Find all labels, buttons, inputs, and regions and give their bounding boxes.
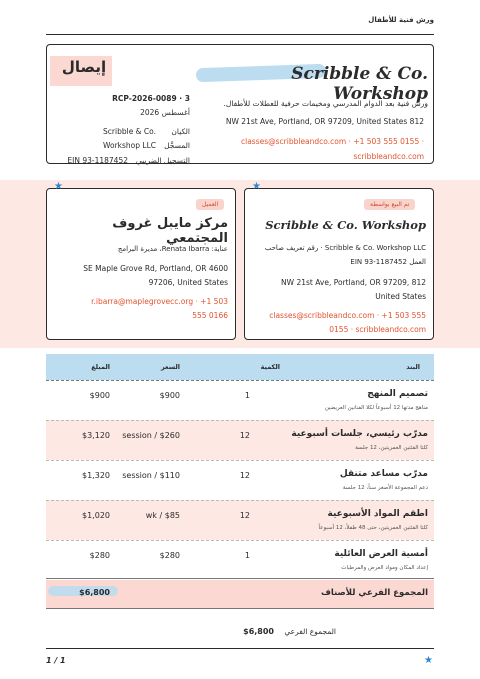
entity-label: الكيان	[171, 127, 190, 136]
item-title: اطقم المواد الأسبوعية	[327, 509, 428, 519]
seller-id-1: Scribble & Co. Workshop LLC · رقم تعريف صاحب	[264, 244, 426, 252]
col-item-header: البند	[406, 363, 420, 371]
item-qty: 1	[244, 551, 250, 560]
seller-tag: تم البيع بواسطة	[364, 199, 415, 210]
row-stripe	[46, 420, 434, 460]
brand-small-label: ورش فنية للأطفال	[368, 16, 434, 24]
item-amount: $3,120	[82, 431, 110, 440]
subtotal-divider	[46, 608, 434, 609]
company-contact-1[interactable]: classes@scribbleandco.com · +1 503 555 0155 ·	[241, 137, 424, 146]
seller-address-2: United States	[375, 292, 426, 301]
item-price: $900	[159, 391, 180, 400]
entity-value: Scribble & Co.	[103, 127, 156, 136]
item-price: session / $260	[122, 431, 180, 440]
col-amount-header: المبلغ	[91, 363, 110, 371]
seller-name: Scribble & Co. Workshop	[265, 218, 426, 232]
tax-value: EIN 93-1187452	[67, 156, 128, 165]
receipt-number: RCP-2026-0089 · 3	[112, 94, 190, 103]
company-name: Scribble & Co. Workshop	[291, 64, 428, 104]
item-price: wk / $85	[145, 511, 180, 520]
item-price: $280	[159, 551, 180, 560]
row-divider	[46, 500, 434, 501]
item-qty: 1	[244, 391, 250, 400]
company-tagline: ورش فنية بعد الدوام المدرسي ومخيمات حرفية للعطلات للأطفال.	[223, 99, 428, 108]
client-tag: العميل	[196, 199, 224, 210]
row-divider	[46, 420, 434, 421]
item-amount: $280	[89, 551, 110, 560]
star-icon: ★	[252, 181, 261, 192]
client-contact-1[interactable]: r.ibarra@maplegrovecc.org · +1 503	[91, 297, 228, 306]
item-title: أمسية العرض العائلية	[334, 549, 428, 559]
client-contact-2[interactable]: 555 0166	[192, 311, 228, 320]
star-icon: ★	[54, 181, 63, 192]
item-desc: كلتا الفئتين العمريتين، حتى 48 طفلاً، 12 أسبوعاً	[318, 525, 428, 531]
item-desc: دعم المجموعة الأصغر سناً، 12 جلسة	[342, 485, 428, 491]
item-price: session / $110	[122, 471, 180, 480]
summary-value: $6,800	[243, 627, 274, 636]
row-divider	[46, 540, 434, 541]
client-address-2: 97206, United States	[148, 278, 228, 287]
company-address: NW 21st Ave, Portland, OR 97209, United States 812	[225, 117, 424, 126]
seller-contact-1[interactable]: classes@scribbleandco.com · +1 503 555	[269, 311, 426, 320]
client-attn: عناية: Renata Ibarra، مديرة البرامج	[117, 245, 228, 253]
item-qty: 12	[239, 511, 250, 520]
header-dash	[46, 380, 434, 381]
subtotal-label: المجموع الفرعي للأصناف	[321, 588, 428, 598]
item-title: تصميم المنهج	[367, 389, 428, 399]
col-qty-header: الكمية	[260, 363, 280, 371]
item-amount: $1,020	[82, 511, 110, 520]
item-title: مدرّب مساعد متنقل	[339, 469, 428, 479]
row-stripe	[46, 500, 434, 540]
col-price-header: السعر	[161, 363, 180, 371]
star-icon: ★	[424, 655, 433, 666]
receipt-date: أغسطس 2026	[140, 108, 190, 117]
seller-contact-2[interactable]: 0155 · scribbleandco.com	[329, 325, 426, 334]
tax-label: التسجيل الضريبي	[135, 156, 190, 165]
item-desc: إعداد المكان ومواد العرض والمرطبات	[341, 565, 428, 571]
client-name: مركز مايبل غروف المجتمعي	[112, 216, 228, 246]
registered-value: Workshop LLC	[103, 141, 156, 150]
item-qty: 12	[239, 431, 250, 440]
summary-label: المجموع الفرعي	[284, 627, 336, 636]
item-title: مدرّب رئيسي، جلسات أسبوعية	[291, 429, 428, 439]
company-contact-2[interactable]: scribbleandco.com	[353, 152, 424, 161]
item-amount: $900	[89, 391, 110, 400]
seller-id-2: العمل EIN 93-1187452	[350, 258, 426, 266]
row-divider	[46, 578, 434, 579]
footer-rule	[46, 648, 434, 649]
row-divider	[46, 460, 434, 461]
top-rule	[46, 34, 434, 35]
item-desc: كلتا الفئتين العمريتين، 12 جلسة	[355, 445, 428, 451]
item-qty: 12	[239, 471, 250, 480]
item-amount: $1,320	[82, 471, 110, 480]
receipt-title: إيصال	[61, 58, 107, 76]
item-desc: مناهج مدتها 12 أسبوعاً لكلا الفنانين العريضين	[324, 405, 428, 411]
registered-label: المسجَّل	[164, 141, 190, 150]
client-address-1: SE Maple Grove Rd, Portland, OR 4600	[83, 264, 228, 273]
page-number: 1 / 1	[46, 656, 66, 665]
subtotal-value: $6,800	[79, 588, 110, 597]
seller-address-1: NW 21st Ave, Portland, OR 97209, 812	[281, 278, 426, 287]
